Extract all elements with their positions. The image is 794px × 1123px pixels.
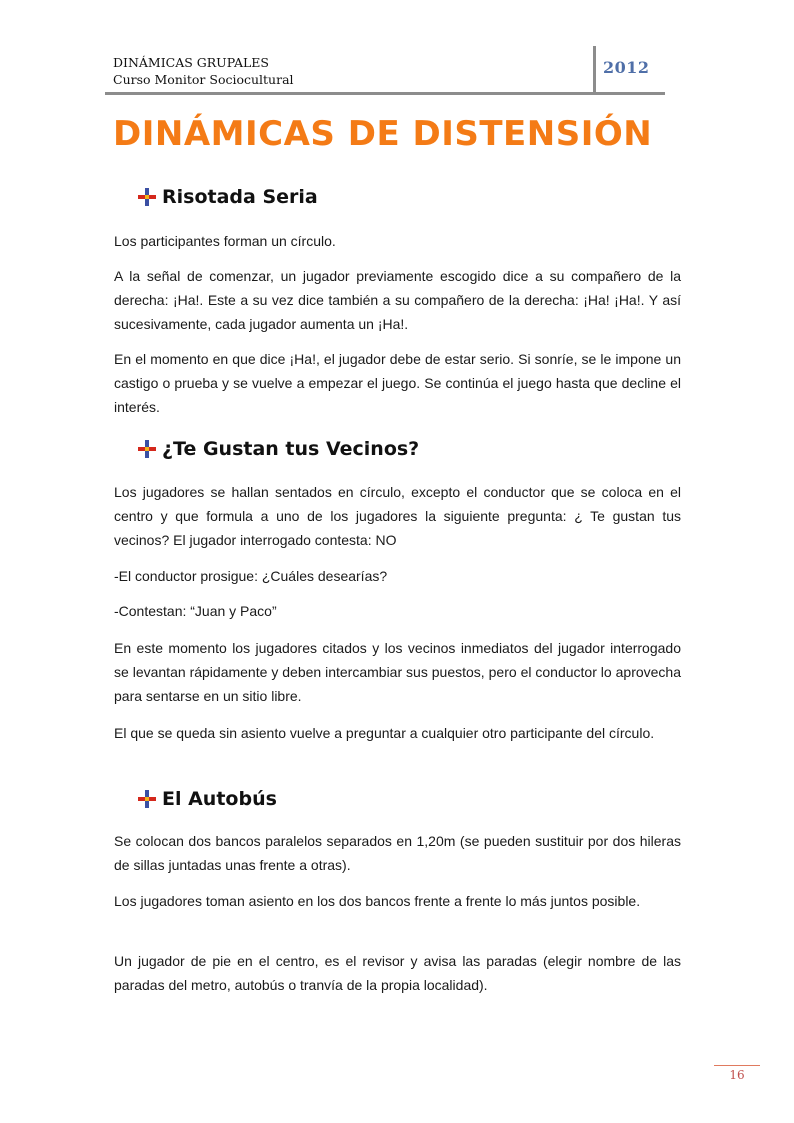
paragraph: Los jugadores se hallan sentados en círculo, excepto el conductor que se coloca en el centro y que formula a uno de los jugadores la siguiente pregunta: ¿ Te gustan tus vecinos? El jugador interrogado contesta: NO (114, 484, 681, 548)
header-divider-vertical (593, 46, 596, 92)
paragraph: Los participantes forman un círculo. (114, 233, 336, 249)
page-header (105, 50, 665, 94)
header-year: 2012 (603, 58, 650, 77)
page-title: DINÁMICAS DE DISTENSIÓN (113, 114, 653, 154)
cross-bullet-icon (137, 439, 157, 459)
section-heading-el-autobus (137, 786, 277, 812)
page-number: 16 (729, 1068, 745, 1082)
footer-divider (714, 1065, 760, 1066)
paragraph: El que se queda sin asiento vuelve a preguntar a cualquier otro participante del círculo. (114, 725, 655, 741)
paragraph: -Contestan: “Juan y Paco” (114, 603, 277, 619)
paragraph: Un jugador de pie en el centro, es el revisor y avisa las paradas (elegir nombre de las paradas del metro, autobús o tranvía de la propia localidad). (114, 953, 681, 993)
header-divider (105, 92, 665, 95)
section-heading-text: El Autobús (162, 788, 277, 810)
paragraph: En el momento en que dice ¡Ha!, el jugador debe de estar serio. Si sonríe, se le impone un castigo o prueba y se vuelve a empezar el juego. Se continúa el juego hasta que decline el interés. (114, 351, 681, 415)
cross-bullet-icon (137, 789, 157, 809)
paragraph: -El conductor prosigue: ¿Cuáles desearías? (114, 568, 388, 584)
cross-bullet-icon (137, 187, 157, 207)
header-text (113, 54, 294, 88)
section-heading-risotada-seria (137, 184, 318, 210)
paragraph: Los jugadores toman asiento en los dos bancos frente a frente lo más juntos posible. (114, 893, 641, 909)
section-heading-te-gustan-tus-vecinos (137, 436, 419, 462)
section-heading-text: Risotada Seria (162, 186, 318, 208)
header-line-2: Curso Monitor Sociocultural (113, 72, 294, 87)
header-line-1: DINÁMICAS GRUPALES (113, 55, 269, 70)
paragraph: Se colocan dos bancos paralelos separados en 1,20m (se pueden sustituir por dos hileras de sillas juntadas unas frente a otras). (114, 833, 681, 873)
paragraph: A la señal de comenzar, un jugador previamente escogido dice a su compañero de la derecha: ¡Ha!. Este a su vez dice también a su compañero de la derecha: ¡Ha! ¡Ha!. Y así sucesivamente, cada jugador aumenta un ¡Ha!. (114, 268, 681, 332)
paragraph: En este momento los jugadores citados y los vecinos inmediatos del jugador interrogado se levantan rápidamente y deben intercambiar sus puestos, pero el conductor lo aprovecha para sentarse en un sitio libre. (114, 640, 681, 704)
section-heading-text: ¿Te Gustan tus Vecinos? (162, 438, 420, 460)
